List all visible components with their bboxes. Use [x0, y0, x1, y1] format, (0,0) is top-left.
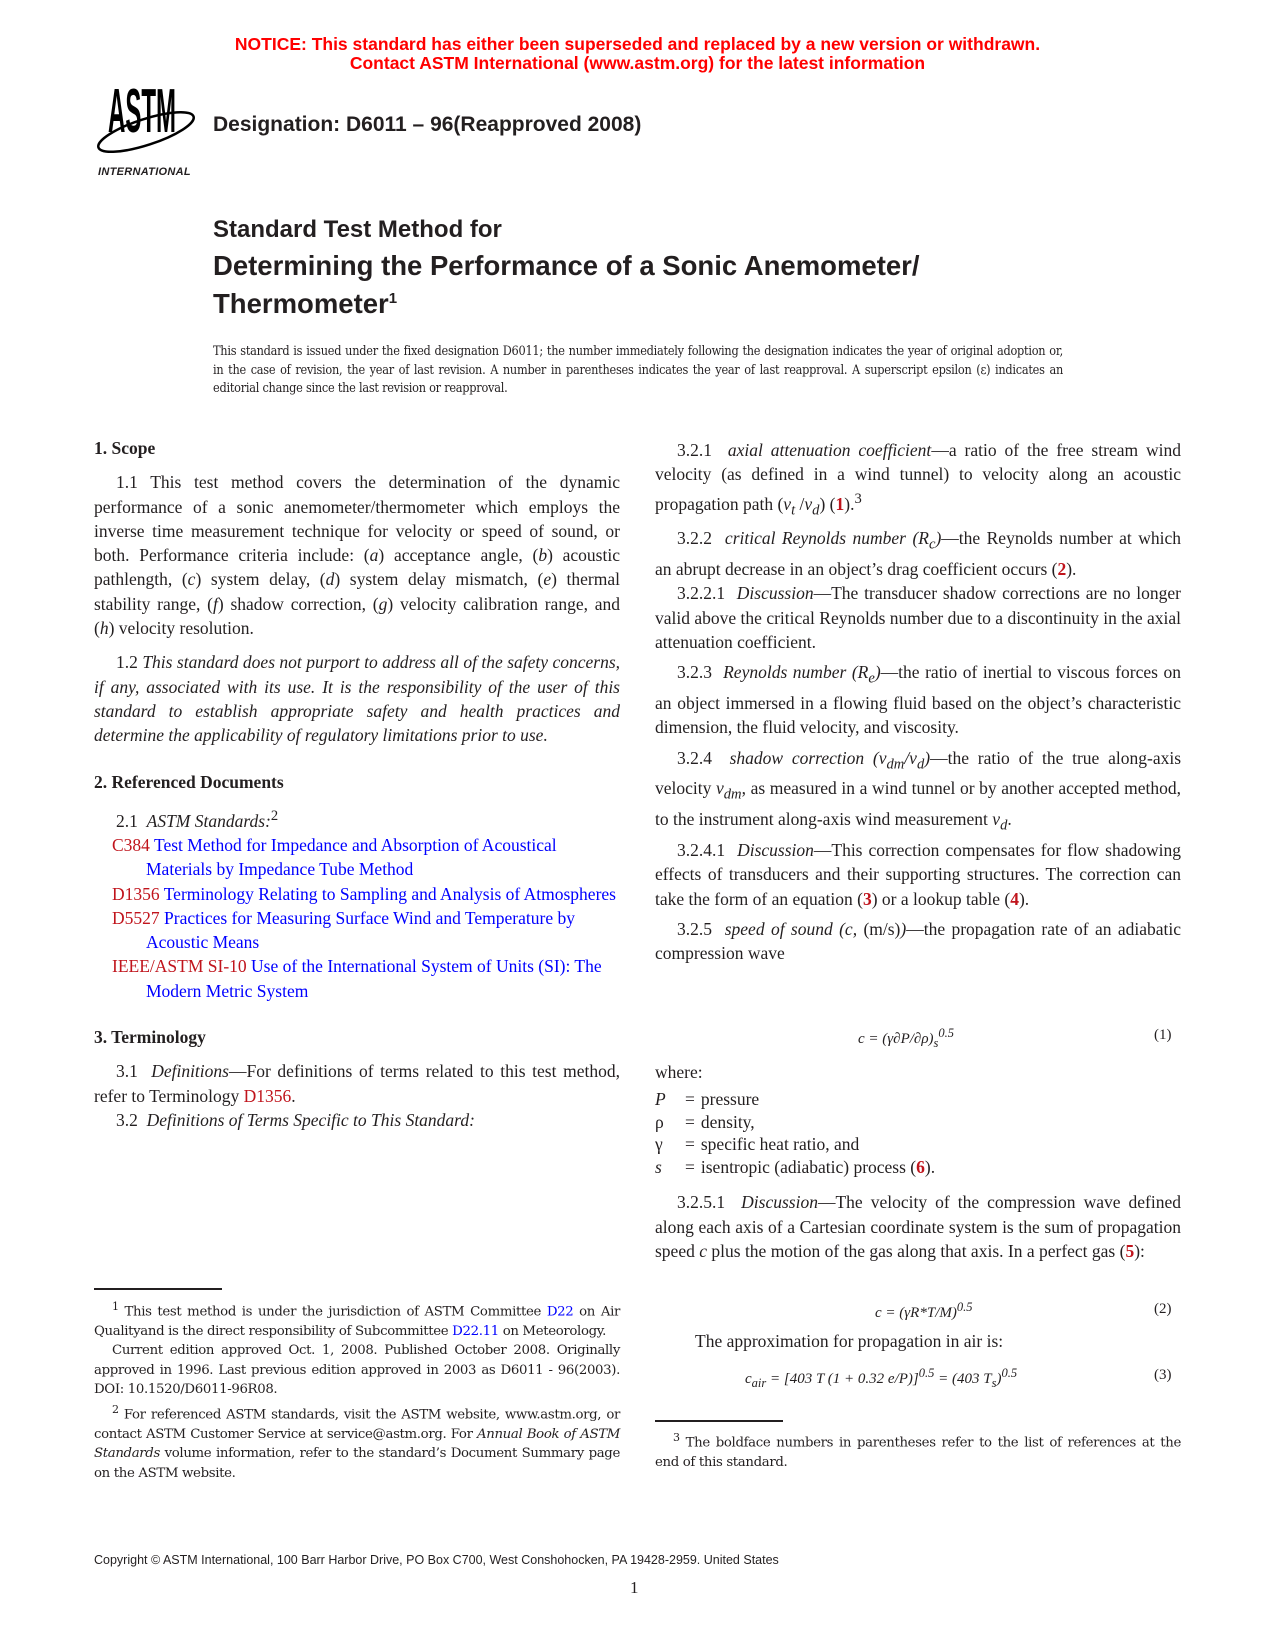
page-number: 1 [630, 1578, 639, 1597]
reference-link[interactable]: 5 [1125, 1240, 1135, 1261]
reference-link[interactable]: 3 [862, 888, 872, 909]
copyright: Copyright © ASTM International, 100 Barr Harbor Drive, PO Box C700, West Conshohocken, PA 19428-2959. United States [94, 1553, 779, 1567]
variable-row: ρ = density, [655, 1111, 755, 1132]
paragraph-3-1: 3.1 Definitions—For definitions of terms related to this test method, refer to Terminology D1356. [94, 1061, 620, 1106]
section-heading-terminology: 3. Terminology [94, 1027, 206, 1048]
reference-link[interactable]: 2 [1057, 559, 1067, 580]
title-main [213, 249, 1013, 320]
right-column [655, 438, 1181, 965]
reference-link[interactable]: 4 [1010, 888, 1019, 909]
footnote-divider [655, 1420, 783, 1422]
where-block [655, 1060, 1181, 1263]
terminology-link-d1356[interactable]: D1356 [243, 1085, 292, 1106]
definition-3-2-5-1: 3.2.5.1 Discussion—The velocity of the compression wave defined along each axis of a Cartesian coordinate system is the sum of propagation speed c plus the motion of the gas along that axis. In a perfect gas (5): [655, 1192, 1182, 1261]
title-line1: Standard Test Method for [213, 216, 502, 243]
equation-3-number: (3) [1154, 1367, 1172, 1383]
designation: Designation: D6011 – 96(Reapproved 2008) [213, 113, 642, 136]
reference-link[interactable]: 1 [835, 493, 845, 514]
reference-item[interactable] [112, 833, 620, 882]
logo-text: INTERNATIONAL [98, 166, 191, 178]
footnotes-left [94, 1297, 620, 1483]
criterion-letter: a [369, 545, 379, 566]
approximation-text: The approximation for propagation in air is: [695, 1331, 1004, 1351]
reference-item[interactable] [112, 882, 620, 906]
criterion-text: ) thermal stability range, ( [94, 569, 620, 614]
definition-3-2-4-1: 3.2.4.1 Discussion—This correction compensates for flow shadowing effects of transducers and their supporting structures. The correction can take the form of an equation (3) or a lookup table (4). [655, 839, 1181, 909]
criterion-letter: e [543, 569, 552, 590]
astm-logo [94, 88, 202, 180]
equation-1: $c = (\gamma\partial P/\partial\rho)_s^{0.5}$ [858, 1026, 955, 1050]
where-label: where: [655, 1062, 703, 1082]
reference-code-link[interactable]: IEEE/ASTM SI-10 [112, 956, 247, 977]
definition-3-2-1: 3.2.1 axial attenuation coefficient—a ratio of the free stream wind velocity (as defined in a wind tunnel) to velocity along an acoustic propagation path ($v_t$ $/v_d$) (1).$^3$ [655, 440, 1182, 518]
definition-3-2-5: 3.2.5 speed of sound (c, (m/s))—the propagation rate of an adiabatic compression wave [655, 918, 1181, 964]
paragraph-1-1: 1.1 This test method covers the determination of the dynamic performance of a sonic anemometer/thermometer which employs the inverse time measurement technique for velocity or speed of sound, or both. Performance criteria include: (a) acceptance angle, (b) acoustic pathlength, (c) system delay, (d) system delay mismatch, (e) thermal stability range, (f) shadow correction, (g) velocity calibration range, and (h) velocity resolution. [94, 472, 620, 639]
criterion-text: ) acceptance angle, ( [378, 545, 539, 566]
paragraph-3-2: 3.2 Definitions of Terms Specific to This Standard: [116, 1109, 475, 1130]
definition-3-2-2: 3.2.2 critical Reynolds number $(R_c)—the$ Reynolds number at which an abrupt decrease in an object’s drag coefficient occurs (2). [655, 528, 1181, 580]
equation-1-number: (1) [1154, 1027, 1172, 1043]
footnote-divider [94, 1288, 222, 1290]
variable-row: P = pressure [655, 1089, 760, 1110]
reference-code-link[interactable]: D5527 [112, 907, 160, 928]
reference-item[interactable] [112, 906, 620, 955]
criterion-text: ) system delay, ( [195, 569, 326, 590]
variable-row: γ = specific heat ratio, and [655, 1134, 860, 1155]
withdrawn-notice-line1: NOTICE: This standard has either been superseded and replaced by a new version or withdrawn. [234, 34, 1041, 54]
equation-2-number: (2) [1154, 1301, 1172, 1317]
footnote-1: $^1$ This test method is under the jurisdiction of ASTM Committee D22 on Air Qualityand is the direct responsibility of Subcommittee D22.11 on Meteorology. [94, 1300, 620, 1339]
paragraph-1-2: 1.2 This standard does not purport to address all of the safety concerns, if any, associated with its use. It is the responsibility of the user of this standard to establish appropriate safety and health practices and determine the applicability of regulatory limitations prior to use. [94, 652, 621, 746]
footnotes-right [655, 1428, 1181, 1472]
criterion-letter: h [99, 618, 109, 639]
reference-code-link[interactable]: D1356 [112, 883, 160, 904]
reference-item[interactable] [112, 954, 620, 1003]
criterion-letter: d [325, 569, 335, 590]
astm-logo-icon [94, 88, 202, 168]
reference-title-link[interactable]: Test Method for Impedance and Absorption of Acoustical Materials by Impedance Tube Method [146, 834, 557, 880]
subcommittee-link-d22-11[interactable]: D22.11 [452, 1323, 499, 1339]
variable-row: s = isentropic (adiabatic) process (6). [655, 1156, 936, 1177]
reference-link[interactable]: 6 [916, 1156, 925, 1177]
definition-3-2-2-1: 3.2.2.1 Discussion—The transducer shadow corrections are no longer valid above the critical Reynolds number due to a discontinuity in the axial attenuation coefficient. [655, 583, 1181, 652]
reference-title-link[interactable]: Use of the International System of Units (SI): The Modern Metric System [146, 956, 602, 1001]
paragraph-2-1: 2.1 ASTM Standards:$^2$ [116, 807, 279, 831]
footnote-3: $^3$ The boldface numbers in parentheses refer to the list of references at the end of this standard. [655, 1431, 1181, 1470]
definition-3-2-3: 3.2.3 Reynolds number $(R_e)—the$ ratio of inertial to viscous forces on an object immersed in a flowing fluid based on the object’s characteristic dimension, the fluid velocity, and viscosity. [655, 662, 1181, 738]
title-line2: Determining the Performance of a Sonic Anemometer/ [213, 250, 920, 281]
equation-3: $c_{air} = [403$ T (1 + 0.32 e/P)]$^{0.5}$ = (403 $T_s)^{0.5}$ [745, 1366, 1018, 1390]
criterion-text: ) shadow correction, ( [217, 593, 379, 614]
criterion-text: ) acoustic pathlength, ( [94, 545, 620, 590]
equation-2: $c = (\gamma R*T/M)^{0.5}$ [875, 1300, 973, 1321]
left-column [94, 436, 620, 1132]
criterion-letter: g [378, 593, 388, 614]
section-heading-referenced: 2. Referenced Documents [94, 771, 284, 792]
criterion-letter: c [187, 569, 196, 590]
reference-title-link[interactable]: Terminology Relating to Sampling and Analysis of Atmospheres [163, 883, 616, 904]
criterion-text: ) velocity calibration range, and ( [94, 593, 620, 639]
footnote-1-edition: Current edition approved Oct. 1, 2008. Published October 2008. Originally approved in 1996. Last previous edition approved in 2003 as D6011 - 96(2003). DOI: 10.1520/D6011-96R08. [94, 1343, 620, 1398]
title-footnote-mark: 1 [388, 290, 398, 307]
section-heading-scope: 1. Scope [94, 438, 156, 458]
criterion-text: ) velocity resolution. [108, 618, 254, 639]
reference-code-link[interactable]: C384 [112, 834, 150, 855]
criterion-text: ) system delay mismatch, ( [334, 569, 544, 590]
criterion-letter: f [213, 593, 218, 614]
title-line3: Thermometer [213, 288, 389, 320]
committee-link-d22[interactable]: D22 [546, 1304, 574, 1320]
footnote-2: $^2$ For referenced ASTM standards, visit the ASTM website, www.astm.org, or contact ASTM Customer Service at service@astm.org. For Annual Book of ASTM Standards volume information, refer to the standard’s Document Summary page on the ASTM website. [94, 1402, 621, 1481]
issued-note: This standard is issued under the fixed designation D6011; the number immediately following the designation indicates the year of original adoption or, in the case of revision, the year of last revision. A number in parentheses indicates the year of last reapproval. A superscript epsilon (ε) indicates an editorial change since the last revision or reapproval. [213, 343, 1063, 395]
variable-definitions [655, 1088, 941, 1178]
definition-3-2-4: 3.2.4 shadow correction $(v_{dm}/v_d)—the$ ratio of the true along-axis velocity $v_{dm}$, as measured in a wind tunnel or by another accepted method, to the instrument along-axis wind measurement $v_d$. [655, 747, 1182, 834]
svg-text:ASTM: ASTM [108, 88, 176, 146]
reference-list [94, 833, 620, 1003]
reference-title-link[interactable]: Practices for Measuring Surface Wind and Temperature by Acoustic Means [146, 907, 575, 953]
criterion-letter: b [538, 545, 548, 566]
withdrawn-notice-line2: Contact ASTM International (www.astm.org) for the latest information [349, 53, 926, 73]
